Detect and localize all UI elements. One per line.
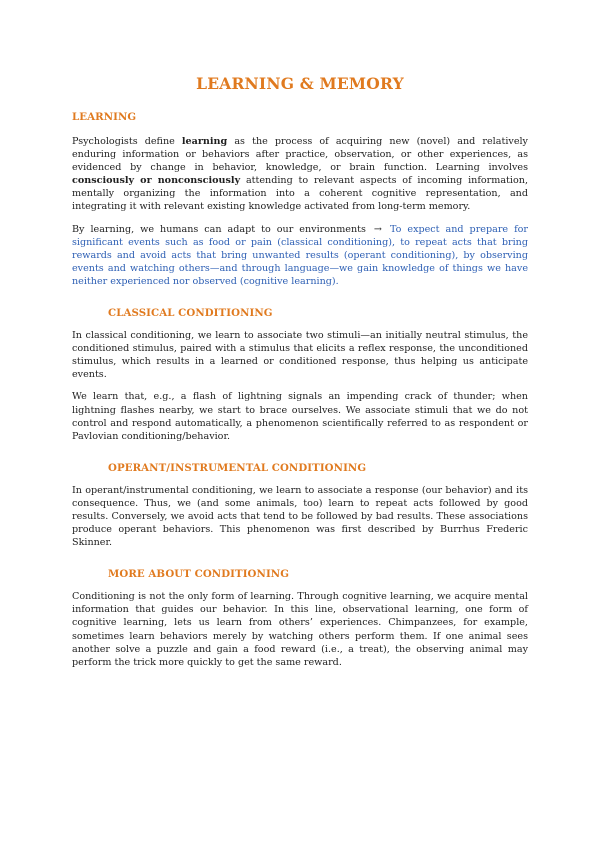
text-run-bold: consciously or nonconsciously: [72, 175, 241, 187]
text-run-blue-highlight: To expect and prepare for significant events such as food or pain (classical conditioning), to repeat acts that bring rewards and avoid acts that bring unwanted results (operant conditioning), by observing events and watching others—and through language—we gain knowledge of things we have neither experienced nor observed (cognitive learning).: [72, 223, 529, 287]
right-arrow-icon: →: [373, 223, 382, 235]
text-run: as the process of acquiring new (novel) and relatively enduring information or behaviors after practice, observation, or other experiences, as evidenced by change in behavior, knowledge, or brain function. Learning involves: [72, 136, 528, 174]
spacer: [72, 452, 528, 462]
text-run-bold: learning: [181, 136, 228, 147]
paragraph-more-about-1: [72, 590, 528, 669]
section-heading-operant-conditioning: OPERANT/INSTRUMENTAL CONDITIONING: [108, 461, 367, 474]
section-heading-learning: LEARNING: [72, 111, 137, 123]
text-run: We learn that, e.g., a flash of lightning signals an impending crack of thunder; when lightning flashes nearby, we start to brace ourselves. We associate stimuli that we do not control and respond automatically, a phenomenon scientifically referred to as respondent or Pavlovian conditioning/behavior.: [72, 391, 528, 442]
text-run: Conditioning is not the only form of learning. Through cognitive learning, we acquire mental information that guides our behavior. In this line, observational learning, one form of cognitive learning, lets us learn from others’ experiences. Chimpanzees, for example, sometimes learn behaviors merely by watching others perform them. If one animal sees another solve a puzzle and gain a food reward (i.e., a treat), the observing animal may perform the trick more quickly to get the same reward.: [72, 591, 528, 668]
text-run: attending to relevant aspects of incoming information, mentally organizing the information into a coherent cognitive representation, and integrating it with relevant existing knowledge activated from long-term memory.: [72, 175, 528, 213]
paragraph-learning-definition: [72, 135, 528, 214]
section-heading-classical-conditioning: CLASSICAL CONDITIONING: [108, 307, 273, 320]
text-run: In classical conditioning, we learn to associate two stimuli—an initially neutral stimulus, the conditioned stimulus, paired with a stimulus that elicits a reflex response, the unconditioned stimulus, which results in a learned or conditioned response, thus helping us anticipate events.: [72, 330, 528, 381]
paragraph-learning-adapt: [72, 223, 528, 288]
text-run: By learning, we humans can adapt to our environments: [72, 223, 372, 235]
paragraph-classical-2: [72, 390, 528, 442]
text-run: Psychologists define: [72, 136, 182, 147]
paragraph-operant-1: [72, 484, 528, 549]
paragraph-classical-1: [72, 329, 528, 381]
spacer: [72, 558, 528, 568]
document-title: LEARNING & MEMORY: [196, 74, 404, 93]
text-run: In operant/instrumental conditioning, we learn to associate a response (our behavior) and its consequence. Thus, we (and some animals, too) learn to repeat acts followed by good results. Conversely, we avoid acts that tend to be followed by bad results. These associations produce operant behaviors. This phenomenon was first described by Burrhus Frederic Skinner.: [72, 484, 528, 549]
section-heading-more-about-conditioning: MORE ABOUT CONDITIONING: [108, 568, 290, 581]
spacer: [72, 297, 528, 307]
